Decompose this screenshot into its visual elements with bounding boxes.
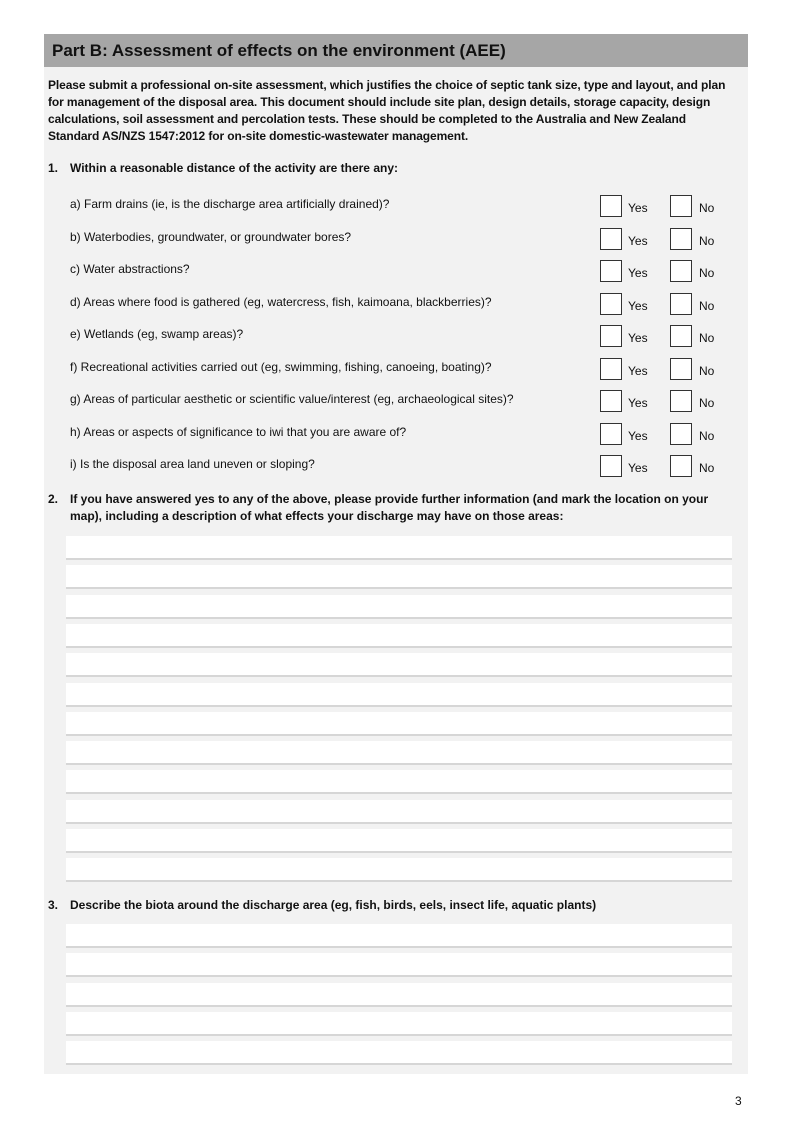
question-2 [48,491,738,525]
no-label: No [699,428,715,443]
question-text: Within a reasonable distance of the activity are there any: [70,161,398,175]
yes-label: Yes [628,298,648,313]
checklist-label: h) Areas or aspects of significance to iwi that you are aware of? [70,424,407,439]
checklist-row [70,325,740,353]
text-field-line[interactable] [66,770,732,794]
no-checkbox[interactable] [670,325,692,347]
question-1 [48,160,738,177]
yes-label: Yes [628,233,648,248]
text-field-line[interactable] [66,858,732,882]
question-number: 3. [48,898,59,912]
text-field-line[interactable] [66,712,732,736]
yes-checkbox[interactable] [600,260,622,282]
checklist-label: g) Areas of particular aesthetic or scientific value/interest (eg, archaeological sites)? [70,392,514,406]
section-title: Part B: Assessment of effects on the environment (AEE) [44,34,748,67]
yes-checkbox[interactable] [600,390,622,412]
checklist-label: d) Areas where food is gathered (eg, watercress, fish, kaimoana, blackberries)? [70,294,492,309]
no-label: No [699,363,715,378]
text-field-line[interactable] [66,1041,732,1065]
text-field-line[interactable] [66,653,732,677]
text-field-line[interactable] [66,565,732,589]
question-text: If you have answered yes to any of the above, please provide further information (and mark the location on your map), including a description of what effects your discharge may have on those areas: [70,492,709,523]
no-label: No [699,298,715,313]
no-checkbox[interactable] [670,358,692,380]
yes-label: Yes [628,396,648,410]
yes-checkbox[interactable] [600,195,622,217]
yes-label: Yes [628,363,648,378]
yes-checkbox[interactable] [600,423,622,445]
text-field-line[interactable] [66,983,732,1007]
yes-checkbox[interactable] [600,228,622,250]
text-field-line[interactable] [66,1012,732,1036]
no-label: No [699,331,715,345]
question-3 [48,897,738,914]
checklist-row [70,423,740,451]
text-field-line[interactable] [66,953,732,977]
no-checkbox[interactable] [670,260,692,282]
checklist-row [70,390,740,418]
text-field-line[interactable] [66,829,732,853]
checklist-label: i) Is the disposal area land uneven or sloping? [70,457,315,471]
page-number: 3 [735,1094,742,1108]
no-checkbox[interactable] [670,390,692,412]
yes-label: Yes [628,461,648,475]
text-field-line[interactable] [66,741,732,765]
checklist-label: e) Wetlands (eg, swamp areas)? [70,327,244,341]
checklist-row [70,228,740,256]
no-label: No [699,233,715,248]
yes-checkbox[interactable] [600,325,622,347]
text-field-line[interactable] [66,683,732,707]
yes-label: Yes [628,201,648,215]
checklist-row [70,293,740,321]
question-number: 1. [48,161,59,175]
checklist-row [70,195,740,223]
text-field-line[interactable] [66,624,732,648]
checklist-label: a) Farm drains (ie, is the discharge area artificially drained)? [70,197,390,211]
text-field-line[interactable] [66,800,732,824]
checklist-row [70,455,740,483]
no-label: No [699,461,715,475]
text-field-line[interactable] [66,536,732,560]
yes-checkbox[interactable] [600,358,622,380]
intro-text: Please submit a professional on-site assessment, which justifies the choice of septic tank size, type and layout, and plan for management of the disposal area. This document should include site plan, design details, storage capacity, design calculations, soil assessment and percolation tests. These should be completed to the Australia and New Zealand Standard AS/NZS 1547:2012 for on-site domestic-wastewater management. [48,78,726,143]
no-checkbox[interactable] [670,228,692,250]
question-text: Describe the biota around the discharge area (eg, fish, birds, eels, insect life, aquatic plants) [70,898,597,912]
yes-label: Yes [628,331,648,345]
no-label: No [699,201,715,215]
no-checkbox[interactable] [670,423,692,445]
checklist-label: c) Water abstractions? [70,262,190,276]
checklist-label: f) Recreational activities carried out (eg, swimming, fishing, canoeing, boating)? [70,359,492,374]
yes-checkbox[interactable] [600,293,622,315]
text-field-line[interactable] [66,595,732,619]
question-number: 2. [48,492,59,506]
text-field-line[interactable] [66,924,732,948]
checklist-row [70,260,740,288]
checklist-row [70,358,740,386]
aee-section [44,34,748,1074]
no-checkbox[interactable] [670,455,692,477]
no-label: No [699,266,715,280]
yes-checkbox[interactable] [600,455,622,477]
yes-label: Yes [628,428,648,443]
no-label: No [699,396,715,410]
yes-label: Yes [628,266,648,280]
checklist-label: b) Waterbodies, groundwater, or groundwater bores? [70,229,352,244]
no-checkbox[interactable] [670,293,692,315]
no-checkbox[interactable] [670,195,692,217]
